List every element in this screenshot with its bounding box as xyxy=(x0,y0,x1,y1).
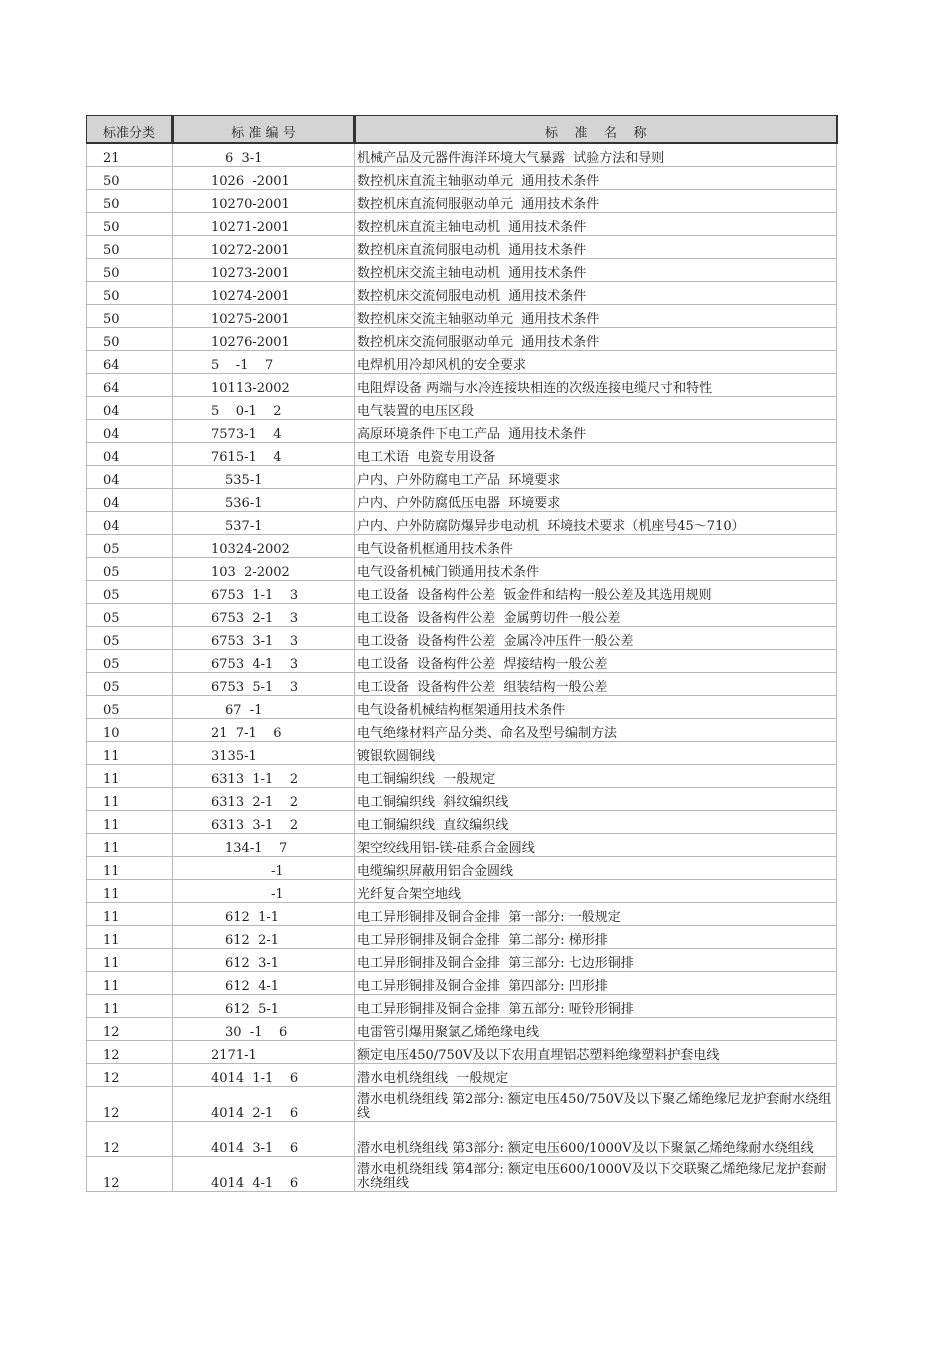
standard-name-cell: 潜水电机绕组线 第4部分: 额定电压600/1000V及以下交联聚乙烯绝缘尼龙护套耐水绕组线 xyxy=(355,1157,837,1192)
table-row xyxy=(87,696,837,719)
category-cell: 50 xyxy=(87,236,173,259)
table-row xyxy=(87,259,837,282)
category-cell: 05 xyxy=(87,696,173,719)
standard-number-cell: 6753 4-1 3 xyxy=(173,650,355,673)
header-category: 标准分类 xyxy=(87,116,173,144)
standard-number-cell: 103 2-2002 xyxy=(173,558,355,581)
standard-number-cell: 612 5-1 xyxy=(173,995,355,1018)
standard-number-cell: 6 3-1 xyxy=(173,143,355,167)
category-cell: 11 xyxy=(87,765,173,788)
standard-number-cell: 10275-2001 xyxy=(173,305,355,328)
table-row xyxy=(87,143,837,167)
standard-number-cell: 6753 1-1 3 xyxy=(173,581,355,604)
standard-name-cell: 电工铜编织线 直纹编织线 xyxy=(355,811,837,834)
category-cell: 04 xyxy=(87,466,173,489)
standard-name-cell: 电缆编织屏蔽用铝合金圆线 xyxy=(355,857,837,880)
standard-name-cell: 电气装置的电压区段 xyxy=(355,397,837,420)
category-cell: 11 xyxy=(87,811,173,834)
standard-number-cell: 5 -1 7 xyxy=(173,351,355,374)
table-row xyxy=(87,1087,837,1122)
table-row xyxy=(87,328,837,351)
category-cell: 11 xyxy=(87,903,173,926)
category-cell: 50 xyxy=(87,305,173,328)
category-cell: 50 xyxy=(87,328,173,351)
table-row xyxy=(87,765,837,788)
standard-name-cell: 电阻焊设备 两端与水冷连接块相连的次级连接电缆尺寸和特性 xyxy=(355,374,837,397)
standard-number-cell: 537-1 xyxy=(173,512,355,535)
category-cell: 11 xyxy=(87,834,173,857)
table-row xyxy=(87,236,837,259)
category-cell: 50 xyxy=(87,167,173,190)
standard-number-cell: 6313 3-1 2 xyxy=(173,811,355,834)
standard-number-cell: 4014 2-1 6 xyxy=(173,1087,355,1122)
table-row xyxy=(87,788,837,811)
standard-name-cell: 电气绝缘材料产品分类、命名及型号编制方法 xyxy=(355,719,837,742)
standard-name-cell: 电工异形铜排及铜合金排 第三部分: 七边形铜排 xyxy=(355,949,837,972)
category-cell: 05 xyxy=(87,604,173,627)
category-cell: 04 xyxy=(87,397,173,420)
table-row xyxy=(87,650,837,673)
category-cell: 05 xyxy=(87,627,173,650)
category-cell: 11 xyxy=(87,788,173,811)
category-cell: 21 xyxy=(87,143,173,167)
standard-name-cell: 光纤复合架空地线 xyxy=(355,880,837,903)
standard-name-cell: 电工设备 设备构件公差 组装结构一般公差 xyxy=(355,673,837,696)
standard-name-cell: 电工设备 设备构件公差 焊接结构一般公差 xyxy=(355,650,837,673)
standard-number-cell: 6753 5-1 3 xyxy=(173,673,355,696)
category-cell: 11 xyxy=(87,880,173,903)
table-row xyxy=(87,972,837,995)
category-cell: 04 xyxy=(87,489,173,512)
standard-name-cell: 数控机床直流伺服电动机 通用技术条件 xyxy=(355,236,837,259)
table-row xyxy=(87,995,837,1018)
standard-number-cell: 6753 3-1 3 xyxy=(173,627,355,650)
standard-number-cell: 4014 4-1 6 xyxy=(173,1157,355,1192)
table-row xyxy=(87,466,837,489)
table-row xyxy=(87,581,837,604)
standard-name-cell: 额定电压450/750V及以下农用直埋铝芯塑料绝缘塑料护套电线 xyxy=(355,1041,837,1064)
standard-name-cell: 电工设备 设备构件公差 钣金件和结构一般公差及其选用规则 xyxy=(355,581,837,604)
table-row xyxy=(87,420,837,443)
table-row xyxy=(87,627,837,650)
category-cell: 05 xyxy=(87,650,173,673)
table-row xyxy=(87,167,837,190)
standard-name-cell: 电工异形铜排及铜合金排 第二部分: 梯形排 xyxy=(355,926,837,949)
standard-number-cell: 10270-2001 xyxy=(173,190,355,213)
header-row xyxy=(87,116,837,144)
standard-name-cell: 机械产品及元器件海洋环境大气暴露 试验方法和导则 xyxy=(355,143,837,167)
category-cell: 05 xyxy=(87,535,173,558)
header-standard-name: 标 准 名 称 xyxy=(355,116,837,144)
standard-name-cell: 电工异形铜排及铜合金排 第一部分: 一般规定 xyxy=(355,903,837,926)
category-cell: 50 xyxy=(87,282,173,305)
category-cell: 64 xyxy=(87,351,173,374)
standard-name-cell: 电雷管引爆用聚氯乙烯绝缘电线 xyxy=(355,1018,837,1041)
table-row xyxy=(87,213,837,236)
standard-number-cell: 4014 1-1 6 xyxy=(173,1064,355,1087)
standard-number-cell: 30 -1 6 xyxy=(173,1018,355,1041)
standard-number-cell: 4014 3-1 6 xyxy=(173,1122,355,1157)
table-row xyxy=(87,673,837,696)
table-row xyxy=(87,903,837,926)
standard-number-cell: 5 0-1 2 xyxy=(173,397,355,420)
standard-number-cell: 1026 -2001 xyxy=(173,167,355,190)
category-cell: 05 xyxy=(87,673,173,696)
standard-number-cell: -1 xyxy=(173,857,355,880)
table-row xyxy=(87,834,837,857)
category-cell: 11 xyxy=(87,857,173,880)
standard-number-cell: 535-1 xyxy=(173,466,355,489)
standard-name-cell: 电工铜编织线 一般规定 xyxy=(355,765,837,788)
table-row xyxy=(87,190,837,213)
standard-name-cell: 潜水电机绕组线 一般规定 xyxy=(355,1064,837,1087)
table-row xyxy=(87,1122,837,1157)
standard-number-cell: 612 4-1 xyxy=(173,972,355,995)
table-row xyxy=(87,719,837,742)
standard-number-cell: 612 2-1 xyxy=(173,926,355,949)
category-cell: 50 xyxy=(87,259,173,282)
standard-name-cell: 户内、户外防腐防爆异步电动机 环境技术要求（机座号45～710） xyxy=(355,512,837,535)
standard-name-cell: 潜水电机绕组线 第3部分: 额定电压600/1000V及以下聚氯乙烯绝缘耐水绕组线 xyxy=(355,1122,837,1157)
table-row xyxy=(87,926,837,949)
standard-name-cell: 电工术语 电瓷专用设备 xyxy=(355,443,837,466)
category-cell: 11 xyxy=(87,926,173,949)
header-standard-number: 标 准 编 号 xyxy=(173,116,355,144)
table-row xyxy=(87,282,837,305)
standard-name-cell: 数控机床直流主轴驱动单元 通用技术条件 xyxy=(355,167,837,190)
standard-name-cell: 电焊机用冷却风机的安全要求 xyxy=(355,351,837,374)
standard-name-cell: 户内、户外防腐低压电器 环境要求 xyxy=(355,489,837,512)
standard-number-cell: 6313 2-1 2 xyxy=(173,788,355,811)
standard-number-cell: 67 -1 xyxy=(173,696,355,719)
category-cell: 64 xyxy=(87,374,173,397)
table-row xyxy=(87,489,837,512)
standard-name-cell: 电气设备机框通用技术条件 xyxy=(355,535,837,558)
standard-name-cell: 潜水电机绕组线 第2部分: 额定电压450/750V及以下聚乙烯绝缘尼龙护套耐水绕组线 xyxy=(355,1087,837,1122)
category-cell: 12 xyxy=(87,1157,173,1192)
standard-name-cell: 数控机床直流主轴电动机 通用技术条件 xyxy=(355,213,837,236)
table-row xyxy=(87,857,837,880)
standard-name-cell: 户内、户外防腐电工产品 环境要求 xyxy=(355,466,837,489)
standard-number-cell: 10271-2001 xyxy=(173,213,355,236)
table-row xyxy=(87,374,837,397)
standard-number-cell: 612 3-1 xyxy=(173,949,355,972)
table-row xyxy=(87,558,837,581)
standard-name-cell: 电工异形铜排及铜合金排 第五部分: 哑铃形铜排 xyxy=(355,995,837,1018)
standard-name-cell: 电工设备 设备构件公差 金属剪切件一般公差 xyxy=(355,604,837,627)
standard-number-cell: 6313 1-1 2 xyxy=(173,765,355,788)
category-cell: 04 xyxy=(87,420,173,443)
table-row xyxy=(87,397,837,420)
table-row xyxy=(87,351,837,374)
table-row xyxy=(87,880,837,903)
standard-name-cell: 电工异形铜排及铜合金排 第四部分: 凹形排 xyxy=(355,972,837,995)
standard-number-cell: 10113-2002 xyxy=(173,374,355,397)
category-cell: 12 xyxy=(87,1064,173,1087)
table-row xyxy=(87,742,837,765)
standard-number-cell: 21 7-1 6 xyxy=(173,719,355,742)
category-cell: 11 xyxy=(87,742,173,765)
table-row xyxy=(87,443,837,466)
standard-name-cell: 电气设备机械门锁通用技术条件 xyxy=(355,558,837,581)
standard-number-cell: 134-1 7 xyxy=(173,834,355,857)
standard-number-cell: 10324-2002 xyxy=(173,535,355,558)
standard-number-cell: 536-1 xyxy=(173,489,355,512)
table-row xyxy=(87,1157,837,1192)
table-row xyxy=(87,305,837,328)
standard-name-cell: 数控机床交流伺服电动机 通用技术条件 xyxy=(355,282,837,305)
standard-name-cell: 数控机床交流主轴驱动单元 通用技术条件 xyxy=(355,305,837,328)
standard-name-cell: 电气设备机械结构框架通用技术条件 xyxy=(355,696,837,719)
standard-name-cell: 架空绞线用铝-镁-硅系合金圆线 xyxy=(355,834,837,857)
standard-number-cell: 2171-1 xyxy=(173,1041,355,1064)
standard-number-cell: 7615-1 4 xyxy=(173,443,355,466)
standard-name-cell: 数控机床交流主轴电动机 通用技术条件 xyxy=(355,259,837,282)
category-cell: 50 xyxy=(87,213,173,236)
standard-number-cell: 10273-2001 xyxy=(173,259,355,282)
category-cell: 10 xyxy=(87,719,173,742)
standard-name-cell: 数控机床直流伺服驱动单元 通用技术条件 xyxy=(355,190,837,213)
table-row xyxy=(87,512,837,535)
category-cell: 04 xyxy=(87,443,173,466)
category-cell: 12 xyxy=(87,1122,173,1157)
category-cell: 04 xyxy=(87,512,173,535)
category-cell: 12 xyxy=(87,1041,173,1064)
standard-number-cell: 6753 2-1 3 xyxy=(173,604,355,627)
category-cell: 05 xyxy=(87,581,173,604)
standard-number-cell: 10272-2001 xyxy=(173,236,355,259)
category-cell: 12 xyxy=(87,1018,173,1041)
category-cell: 11 xyxy=(87,949,173,972)
standard-number-cell: 3135-1 xyxy=(173,742,355,765)
standard-number-cell: 10274-2001 xyxy=(173,282,355,305)
table-row xyxy=(87,1064,837,1087)
table-row xyxy=(87,949,837,972)
standard-name-cell: 电工设备 设备构件公差 金属冷冲压件一般公差 xyxy=(355,627,837,650)
category-cell: 50 xyxy=(87,190,173,213)
category-cell: 11 xyxy=(87,995,173,1018)
table-row xyxy=(87,811,837,834)
table-row xyxy=(87,1018,837,1041)
standard-number-cell: 612 1-1 xyxy=(173,903,355,926)
standard-name-cell: 电工铜编织线 斜纹编织线 xyxy=(355,788,837,811)
category-cell: 11 xyxy=(87,972,173,995)
standard-name-cell: 镀银软圆铜线 xyxy=(355,742,837,765)
table-row xyxy=(87,535,837,558)
standard-number-cell: -1 xyxy=(173,880,355,903)
standard-number-cell: 10276-2001 xyxy=(173,328,355,351)
table-row xyxy=(87,1041,837,1064)
standard-name-cell: 高原环境条件下电工产品 通用技术条件 xyxy=(355,420,837,443)
category-cell: 05 xyxy=(87,558,173,581)
standards-table xyxy=(86,115,838,1192)
category-cell: 12 xyxy=(87,1087,173,1122)
standard-name-cell: 数控机床交流伺服驱动单元 通用技术条件 xyxy=(355,328,837,351)
standard-number-cell: 7573-1 4 xyxy=(173,420,355,443)
table-row xyxy=(87,604,837,627)
